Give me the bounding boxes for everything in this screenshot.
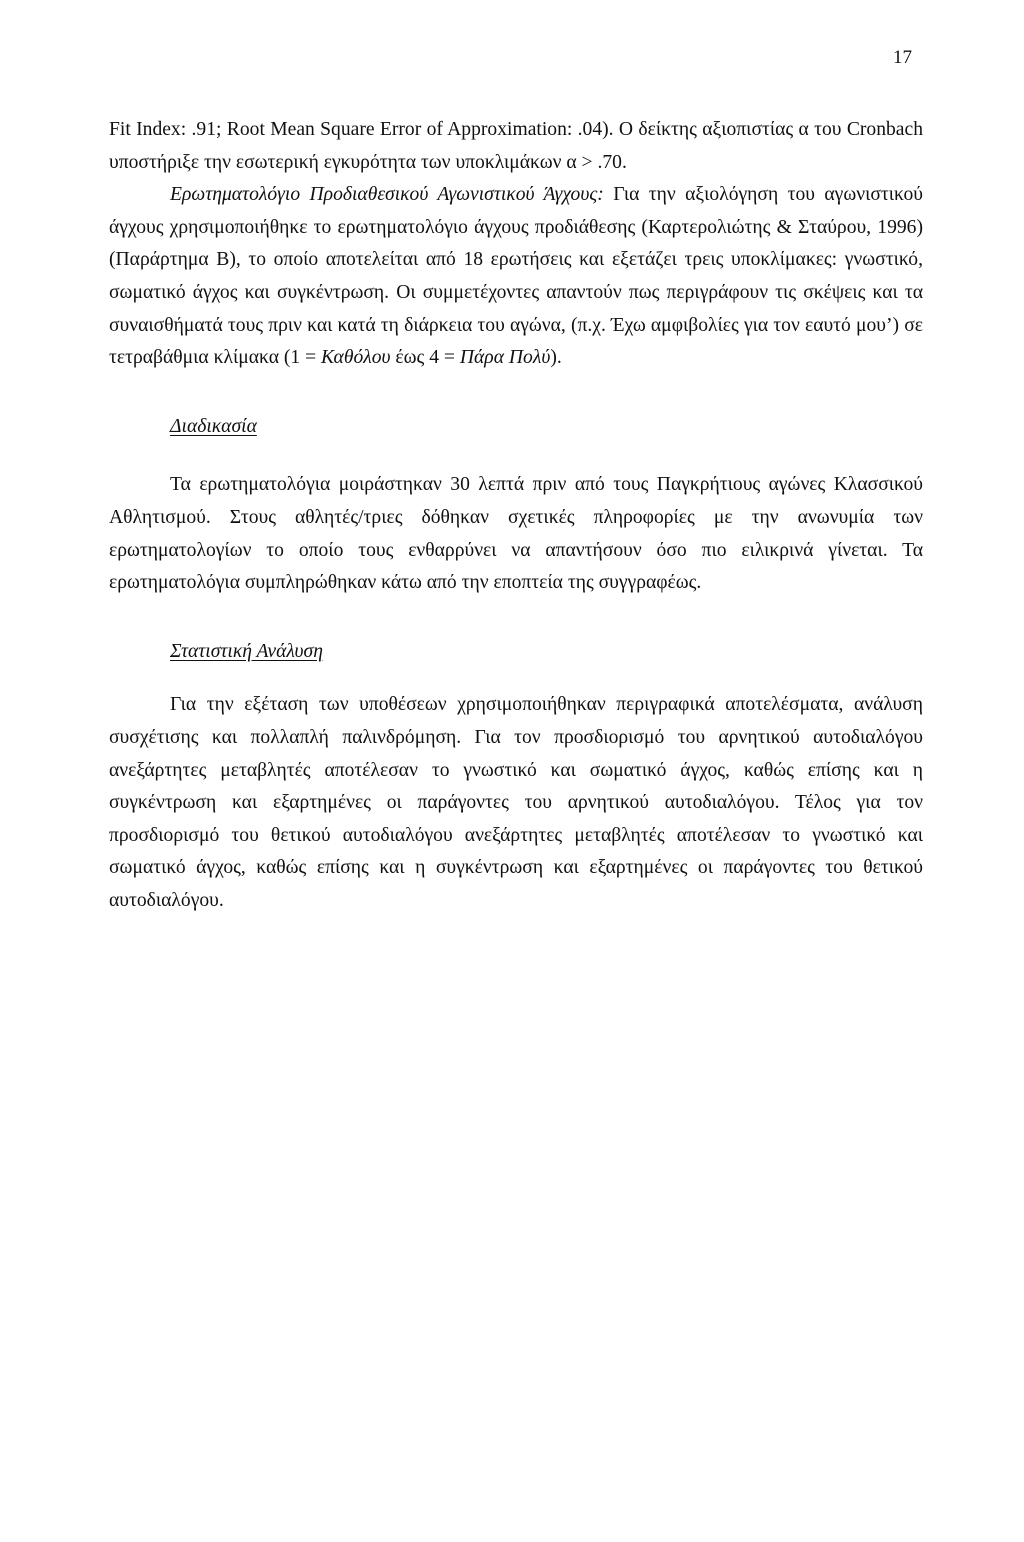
procedure-heading: Διαδικασία bbox=[170, 415, 257, 437]
statistics-heading: Στατιστική Ανάλυση bbox=[170, 640, 323, 662]
paragraph-fit-index: Fit Index: .91; Root Mean Square Error of Approximation: .04). Ο δείκτης αξιοπιστίας α του Cronbach υποστήριξε την εσωτερική εγκυρότητα των υποκλιμάκων α > .70. bbox=[109, 119, 923, 173]
scale-high-label: Πάρα Πολύ bbox=[459, 347, 551, 369]
questionnaire-text-c: ). bbox=[550, 347, 562, 369]
scale-low-label: Καθόλου bbox=[321, 347, 391, 369]
document-body bbox=[109, 114, 923, 917]
statistics-paragraph: Για την εξέταση των υποθέσεων χρησιμοποιήθηκαν περιγραφικά αποτελέσματα, ανάλυση συσχέτισης και πολλαπλή παλινδρόμηση. Για τον προσδιορισμό του αρνητικού αυτοδιαλόγου ανεξάρτητες μεταβλητές αποτέλεσαν το γνωστικό και σωματικό άγχος, καθώς επίσης και η συγκέντρωση και εξαρτημένες οι παράγοντες του αρνητικού αυτοδιαλόγου. Τέλος για τον προσδιορισμό του θετικού αυτοδιαλόγου ανεξάρτητες μεταβλητές αποτέλεσαν το γνωστικό και σωματικό άγχος, καθώς επίσης και η συγκέντρωση και εξαρτημένες οι παράγοντες του θετικού αυτοδιαλόγου. bbox=[109, 694, 923, 911]
procedure-paragraph: Τα ερωτηματολόγια μοιράστηκαν 30 λεπτά πριν από τους Παγκρήτιους αγώνες Κλασσικού Αθλητισμού. Στους αθλητές/τριες δόθηκαν σχετικές πληροφορίες με την ανωνυμία των ερωτηματολογίων το οποίο τους ενθαρρύνει να απαντήσουν όσο πιο ειλικρινά γίνεται. Τα ερωτηματολόγια συμπληρώθηκαν κάτω από την εποπτεία της συγγραφέως. bbox=[109, 474, 923, 594]
questionnaire-text-b: έως 4 = bbox=[390, 347, 460, 369]
questionnaire-text-a: Για την αξιολόγηση του αγωνιστικού άγχους χρησιμοποιήθηκε το ερωτηματολόγιο άγχους προδιάθεσης (Καρτερολιώτης & Σταύρου, 1996) (Παράρτημα Β), το οποίο αποτελείται από 18 ερωτήσεις και εξετάζει τρεις υποκλίμακες: γνωστικό, σωματικό άγχος και συγκέντρωση. Οι συμμετέχοντες απαντούν πως περιγράφουν τις σκέψεις και τα συναισθήματά τους πριν και κατά τη διάρκεια του αγώνα, (π.χ. Έχω αμφιβολίες για τον εαυτό μου’) σε τετραβάθμια κλίμακα (1 = bbox=[109, 184, 923, 369]
page-number: 17 bbox=[893, 47, 912, 68]
questionnaire-title: Ερωτηματολόγιο Προδιαθεσικού Αγωνιστικού Άγχους: bbox=[170, 184, 604, 206]
paragraph-questionnaire bbox=[109, 179, 923, 375]
